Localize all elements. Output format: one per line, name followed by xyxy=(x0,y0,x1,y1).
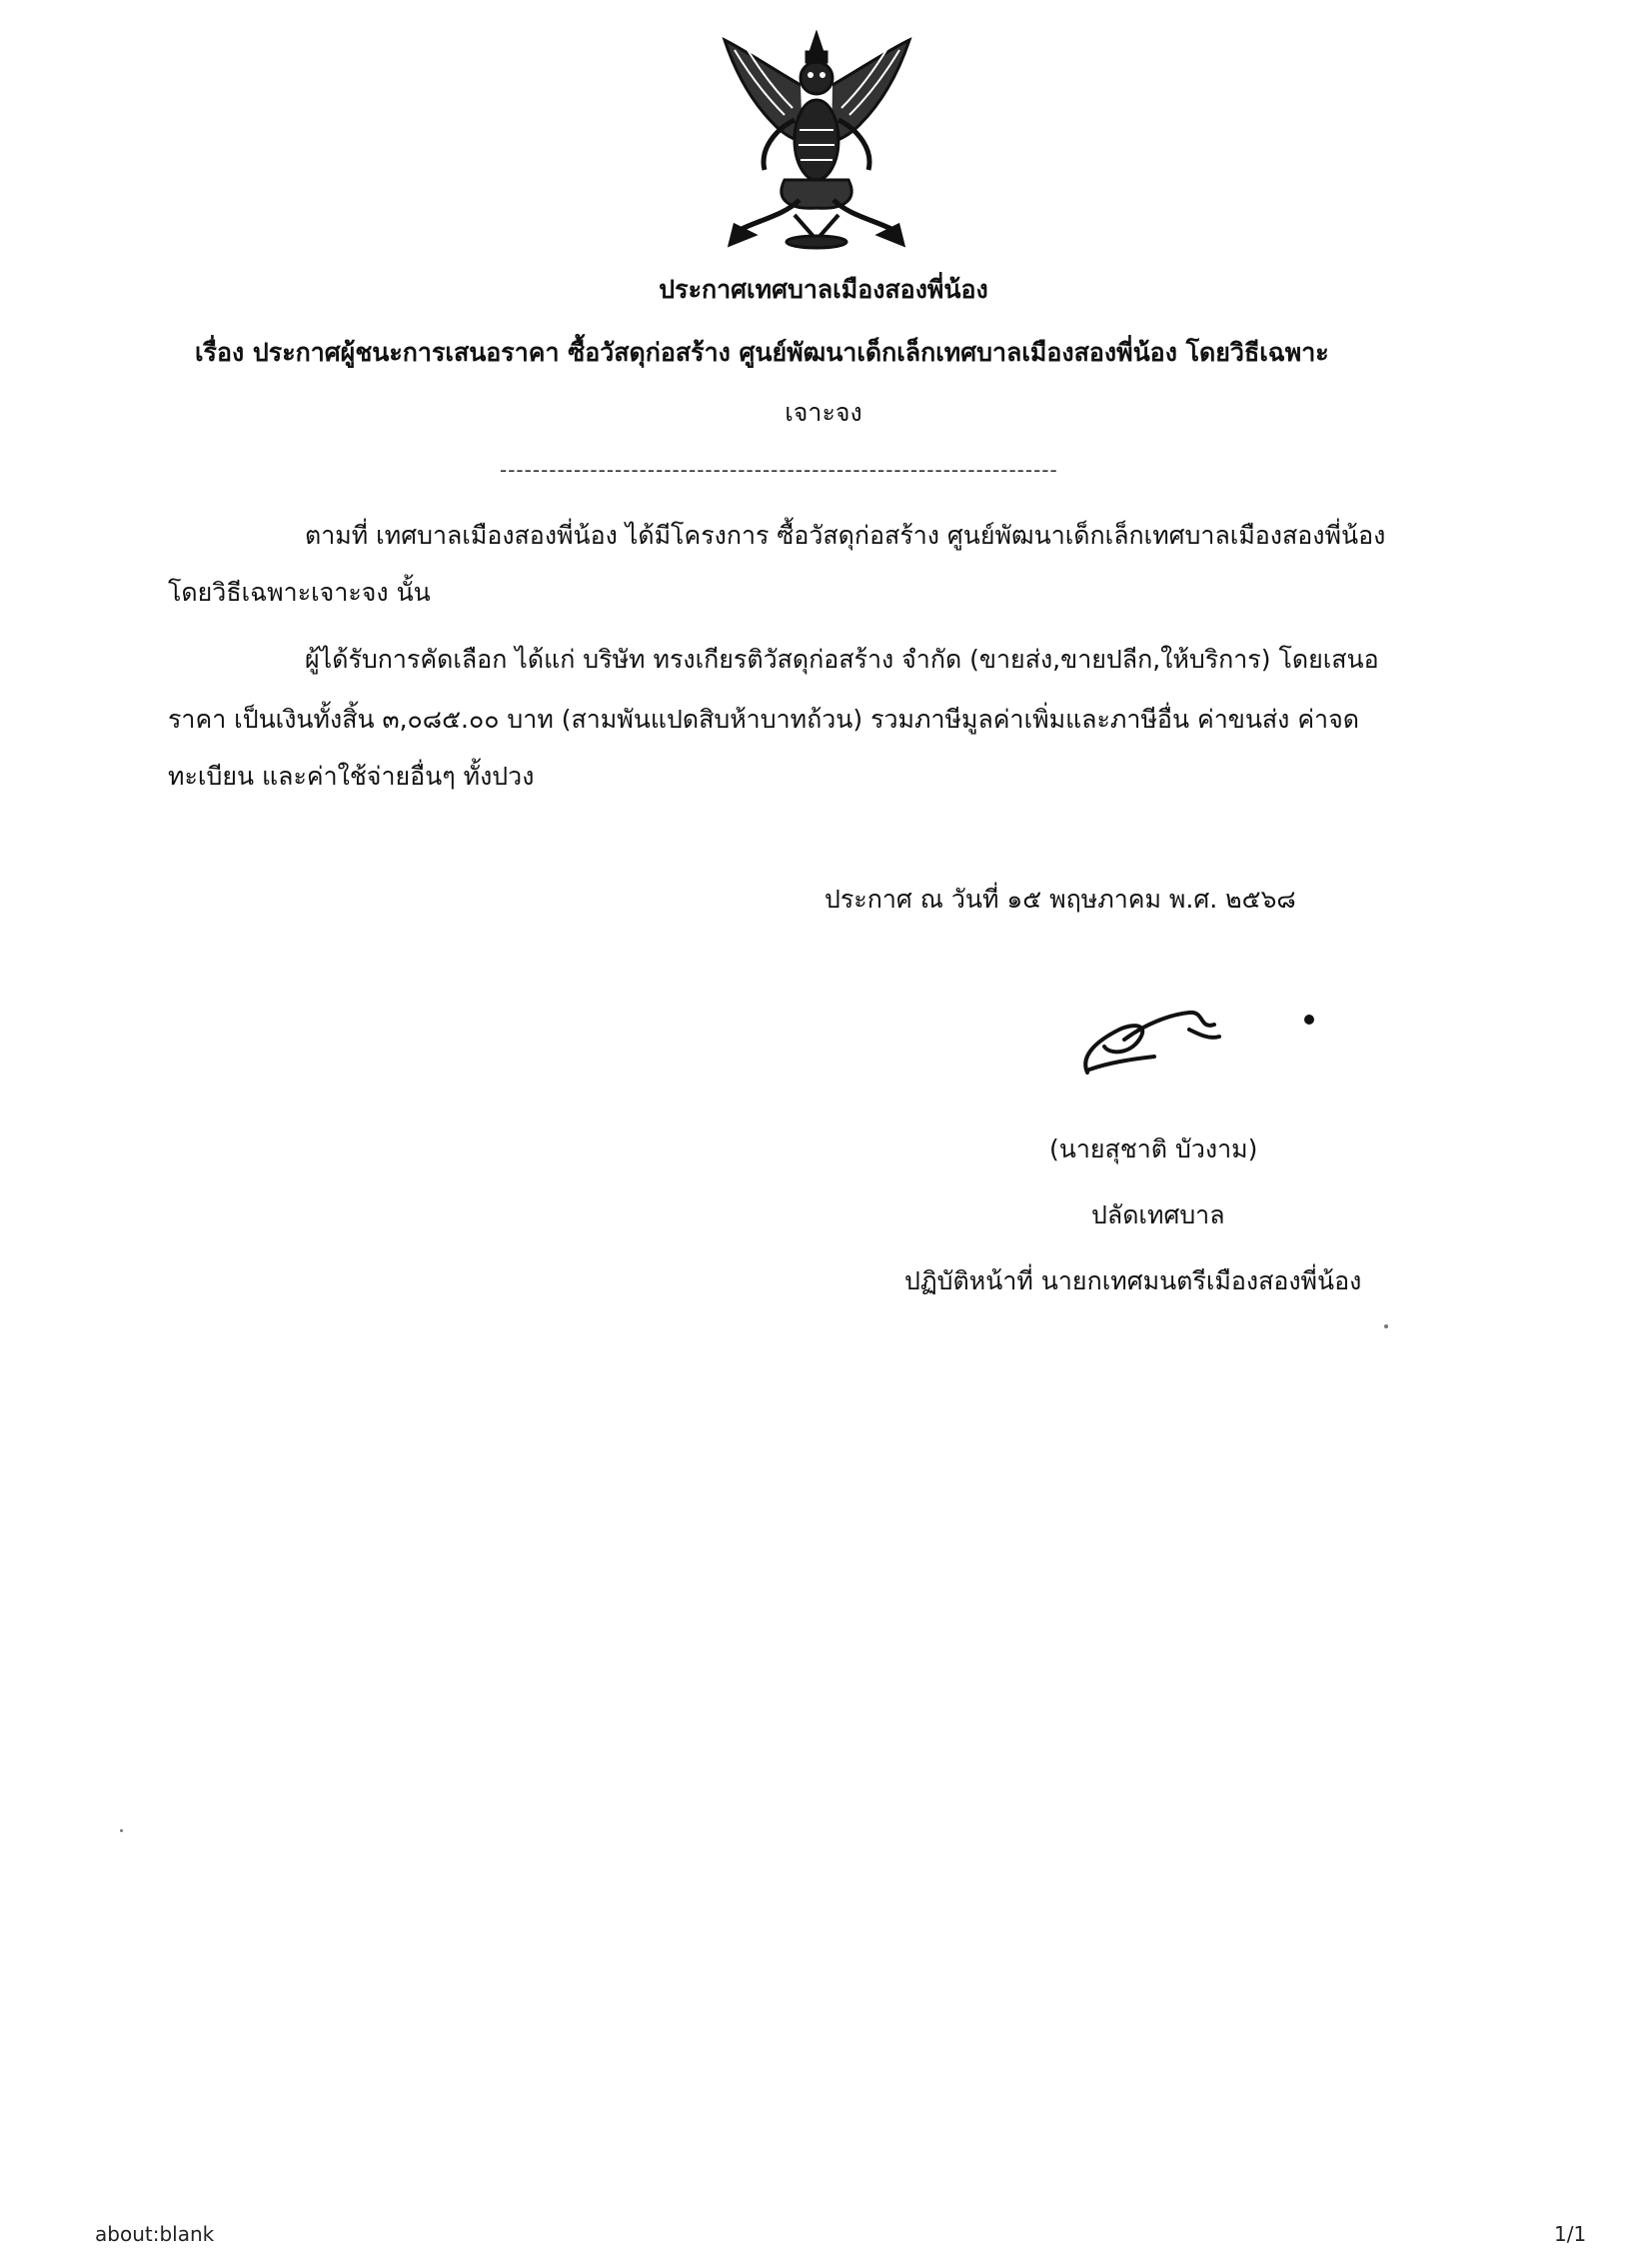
signer-position-1: ปลัดเทศบาล xyxy=(1091,1200,1225,1229)
subject-line-2: เจาะจง xyxy=(785,398,862,427)
paragraph-1-line-1: ตามที่ เทศบาลเมืองสองพี่น้อง ได้มีโครงการ ซื้อวัสดุก่อสร้าง ศูนย์พัฒนาเด็กเล็กเทศบาลเมืองสองพี่น้อง xyxy=(305,521,1386,550)
scan-speck xyxy=(1384,1324,1388,1328)
garuda-emblem-icon xyxy=(715,30,919,255)
signer-name: (นายสุชาติ บัวงาม) xyxy=(1049,1134,1258,1163)
paragraph-2-line-2: ราคา เป็นเงินทั้งสิ้น ๓,๐๘๕.๐๐ บาท (สามพันแปดสิบห้าบาทถ้วน) รวมภาษีมูลค่าเพิ่มและภาษีอื่น ค่าขนส่ง ค่าจด xyxy=(168,705,1359,734)
footer-url: about:blank xyxy=(95,2222,215,2246)
announcement-title: ประกาศเทศบาลเมืองสองพี่น้อง xyxy=(659,275,988,304)
subject-line-1: เรื่อง ประกาศผู้ชนะการเสนอราคา ซื้อวัสดุก่อสร้าง ศูนย์พัฒนาเด็กเล็กเทศบาลเมืองสองพี่น้อง โดยวิธีเฉพาะ xyxy=(195,338,1329,367)
paragraph-1-line-2: โดยวิธีเฉพาะเจาะจง นั้น xyxy=(168,578,431,607)
separator-line: -------------------------------------------------------------------- xyxy=(500,458,1058,482)
paragraph-2-line-1: ผู้ได้รับการคัดเลือก ได้แก่ บริษัท ทรงเกียรติวัสดุก่อสร้าง จำกัด (ขายส่ง,ขายปลีก,ให้บริการ) โดยเสนอ xyxy=(305,645,1379,674)
paragraph-2-line-3: ทะเบียน และค่าใช้จ่ายอื่นๆ ทั้งปวง xyxy=(168,762,535,791)
announcement-date: ประกาศ ณ วันที่ ๑๕ พฤษภาคม พ.ศ. ๒๕๖๘ xyxy=(824,885,1296,914)
signer-position-2: ปฏิบัติหน้าที่ นายกเทศมนตรีเมืองสองพี่น้อง xyxy=(904,1266,1362,1295)
footer-page-number: 1/1 xyxy=(1554,2222,1587,2246)
handwritten-signature-icon xyxy=(1069,985,1329,1085)
scan-speck xyxy=(120,1829,123,1832)
